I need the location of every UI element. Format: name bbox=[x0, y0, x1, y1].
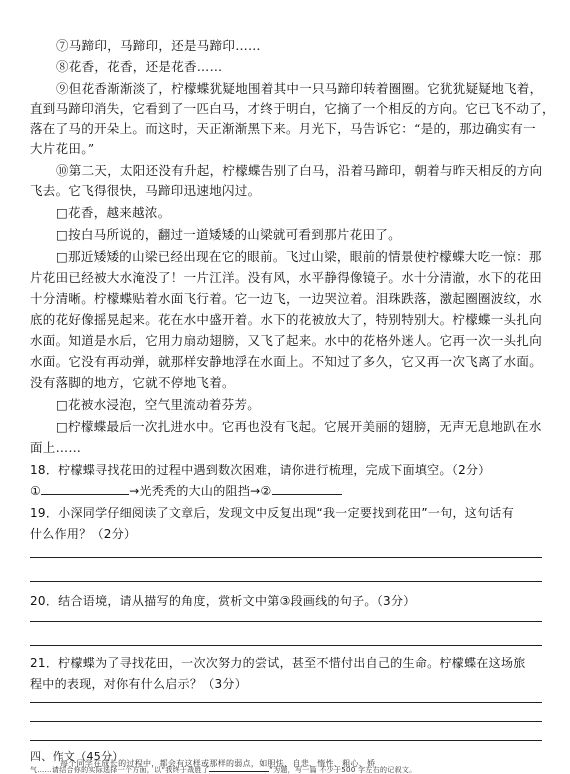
question-19-line: 什么作用？（2分） bbox=[30, 527, 137, 541]
paragraph-9-line: 直到马蹄印消失，它看到了一匹白马，才终于明白，它摘了一个相反的方向。它已飞不动了， bbox=[30, 101, 555, 116]
box-paragraph-2: □按白马所说的，翻过一道矮矮的山梁就可看到那片花田了。 bbox=[56, 227, 401, 242]
question-20: 20．结合语境，请从描写的角度，赏析文中第③段画线的句子。（3分） bbox=[30, 594, 416, 608]
question-19-line: 19．小深同学仔细阅读了文章后，发现文中反复出现“我一定要找到花田”一句，这句话有 bbox=[30, 506, 515, 520]
paragraph-9-line: ⑨但花香渐渐淡了，柠檬蝶犹疑地围着其中一只马蹄印转着圈圈。它犹犹疑疑地飞着， bbox=[56, 81, 543, 96]
answer-line[interactable] bbox=[30, 740, 542, 741]
box-paragraph-3-line: 水面。它没有再动弹，就那样安静地浮在水面上。不知过了多久，它又再一次飞离了水面。 bbox=[30, 354, 543, 369]
question-21-line: 21．柠檬蝶为了寻找花田，一次次努力的尝试，甚至不惜付出自己的生命。柠檬蝶在这场旅 bbox=[30, 656, 526, 670]
essay-prompt-line-2 bbox=[30, 767, 542, 774]
q18-prefix: ① bbox=[30, 484, 42, 498]
question-21-line: 程中的表现，对你有什么启示？（3分） bbox=[30, 677, 248, 691]
box-paragraph-5-line: □柠檬蝶最后一次扎进水中。它再也没有飞起。它展开美丽的翅膀，无声无息地趴在水 bbox=[56, 419, 542, 434]
q18-middle: →光秃秃的大山的阻挡→② bbox=[129, 484, 272, 498]
essay-prompt-line: 每个同学在成长的过程中，都会有这样或那样的弱点，如胆怯、自悲、惰性、粗心、娇 bbox=[60, 759, 376, 768]
answer-line[interactable] bbox=[30, 721, 542, 722]
answer-line[interactable] bbox=[30, 702, 542, 703]
paragraph-9-line: 落在了马的开朵上。而这时，天正渐渐黑下来。月光下，马告诉它：“是的，那边确实有一 bbox=[30, 121, 536, 136]
q18-blank-1[interactable] bbox=[41, 494, 129, 495]
essay-prompt-line-3: 不少于500 字左右的记叙文。 bbox=[319, 766, 417, 774]
answer-line[interactable] bbox=[30, 621, 542, 622]
question-18: 18．柠檬蝶寻找花田的过程中遇到数次困难，请你进行梳理，完成下面填空。（2分） bbox=[30, 463, 491, 477]
answer-line[interactable] bbox=[30, 581, 542, 582]
box-paragraph-1: □花香，越来越浓。 bbox=[56, 205, 171, 220]
box-paragraph-3-line: 没有落脚的地方，它就不停地飞着。 bbox=[30, 375, 235, 390]
paragraph-10-line: ⑩第二天，太阳还没有升起，柠檬蝶告别了白马，沿着马蹄印，朝着与昨天相反的方向 bbox=[56, 163, 543, 178]
box-paragraph-3-line: 水面。知道是水后，它用力扇动翅膀，又飞了起来。水中的花格外迷人。它再一次一头扎向 bbox=[30, 333, 543, 348]
paragraph-10-line: 飞去。它飞得很快，马蹄印迅速地闪过。 bbox=[30, 183, 261, 198]
box-paragraph-5-line: 面上…… bbox=[30, 440, 82, 455]
question-18-fill bbox=[30, 483, 542, 499]
box-paragraph-3-line: 十分清晰。柠檬蝶贴着水面飞行着。它一边飞，一边哭泣着。泪珠跌落，激起圈圈波纹，水 bbox=[30, 291, 543, 306]
section-4-heading: 四、作文（45分） bbox=[30, 750, 124, 763]
q18-blank-2[interactable] bbox=[272, 494, 342, 495]
essay-title-blank[interactable] bbox=[209, 771, 269, 772]
essay-prompt-part-2: ”为题，写一篇 bbox=[269, 766, 317, 774]
box-paragraph-3-line: 底的花好像摇晃起来。花在水中盛开着。水下的花被放大了，特别特别大。柠檬蝶一头扎向 bbox=[30, 312, 543, 327]
answer-line[interactable] bbox=[30, 645, 542, 646]
answer-line[interactable] bbox=[30, 557, 542, 558]
box-paragraph-3-line: 片花田已经被大水淹没了！一片江洋。没有风，水平静得像镜子。水十分清澈，水下的花田 bbox=[30, 270, 543, 285]
paragraph-9-line: 大片花田。” bbox=[30, 141, 95, 156]
paragraph-7: ⑦马蹄印，马蹄印，还是马蹄印…… bbox=[56, 38, 261, 53]
box-paragraph-3-line: □那近矮矮的山梁已经出现在它的眼前。飞过山梁，眼前的情景使柠檬蝶大吃一惊：那 bbox=[56, 249, 542, 264]
paragraph-8: ⑧花香，花香，还是花香…… bbox=[56, 59, 223, 74]
box-paragraph-4: □花被水浸泡，空气里流动着芬芳。 bbox=[56, 397, 261, 412]
essay-prompt-part-1: 气……请结合你的实际选择一个方面，以“我终于战胜了 bbox=[30, 766, 210, 774]
